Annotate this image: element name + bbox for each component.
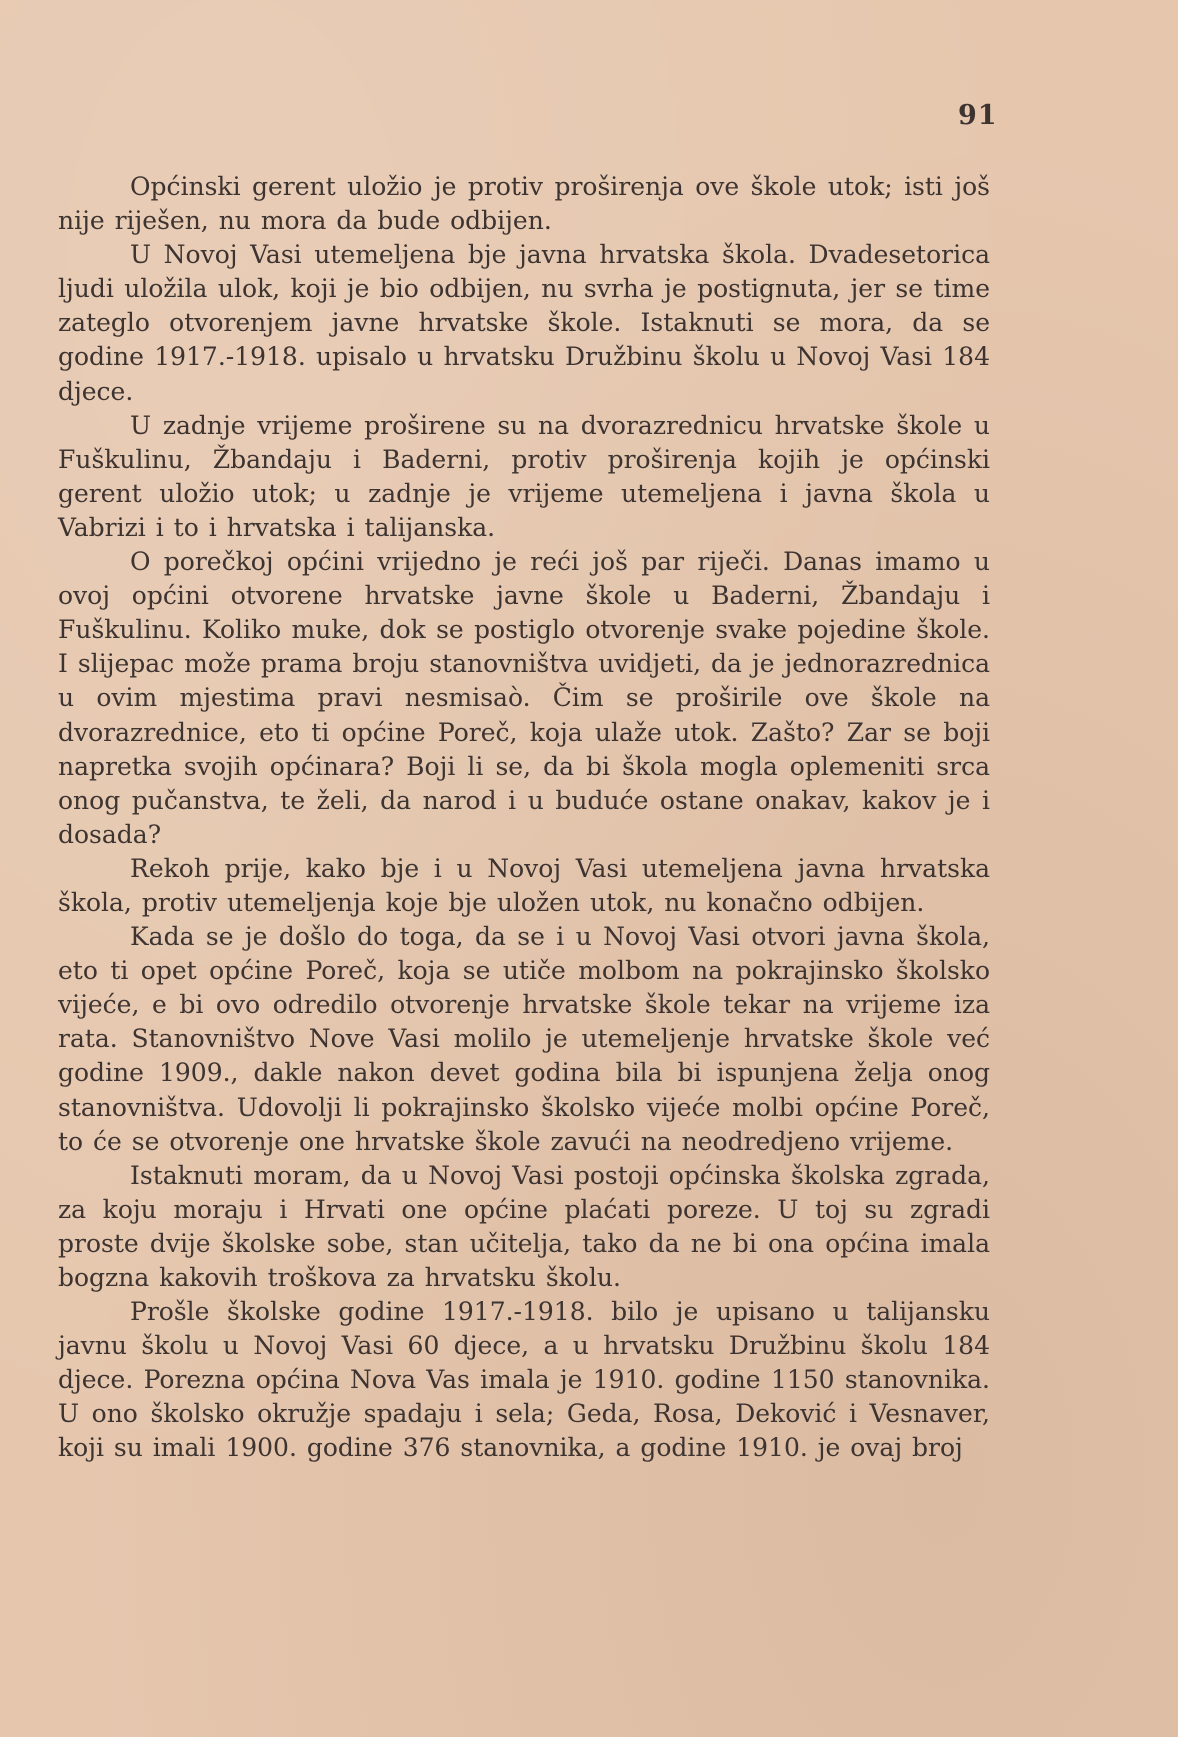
paragraph: Kada se je došlo do toga, da se i u Novoj Vasi otvori javna škola, eto ti opet općine Poreč, koja se utiče molbom na pokrajinsko školsko vijeće, e bi ovo odredilo otvorenje hrvatske škole tekar na vrijeme iza rata. Stanovništvo Nove Vasi molilo je utemeljenje hrvatske škole već godine 1909., dakle nakon devet godina bila bi ispunjena želja onog stanovništva. Udovolji li pokrajinsko školsko vijeće molbi općine Poreč, to će se otvorenje one hrvatske škole zavući na neodredjeno vrijeme. [58, 922, 990, 1156]
paragraph: Rekoh prije, kako bje i u Novoj Vasi utemeljena javna hrvatska škola, protiv utemeljenja koje bje uložen utok, nu konačno odbijen. [58, 853, 990, 917]
paragraph: Prošle školske godine 1917.-1918. bilo je upisano u talijansku javnu školu u Novoj Vasi 60 djece, a u hrvatsku Družbinu školu 184 djece. Porezna općina Nova Vas imala je 1910. godine 1150 stanovnika. U ono školsko okružje spadaju i sela; Geda, Rosa, Deković i Vesnaver, koji su imali 1900. godine 376 stanovnika, a godine 1910. je ovaj broj [58, 1297, 990, 1463]
paragraph: O porečkoj općini vrijedno je reći još par riječi. Danas imamo u ovoj općini otvorene hrvatske javne škole u Baderni, Žbandaju i Fuškulinu. Koliko muke, dok se postiglo otvorenje svake pojedine škole. I slijepac može prama broju stanovništva uvidjeti, da je jednorazrednica u ovim mjestima pravi nesmisaò. Čim se proširile ove škole na dvorazrednice, eto ti općine Poreč, koja ulaže utok. Zašto? Zar se boji napretka svojih općinara? Boji li se, da bi škola mogla oplemeniti srca onog pučanstva, te želi, da narod i u buduće ostane onakav, kakov je i dosada? [58, 547, 990, 849]
paragraph: Općinski gerent uložio je protiv proširenja ove škole utok; isti još nije riješen, nu mora da bude odbijen. [58, 172, 990, 236]
paragraph: U Novoj Vasi utemeljena bje javna hrvatska škola. Dvadesetorica ljudi uložila ulok, koji je bio odbijen, nu svrha je postignuta, jer se time zateglo otvorenjem javne hrvatske škole. Istaknuti se mora, da se godine 1917.-1918. upisalo u hrvatsku Družbinu školu u Novoj Vasi 184 djece. [58, 240, 990, 406]
page-number: 91 [958, 100, 998, 131]
body-text [58, 170, 990, 1466]
paragraph: Istaknuti moram, da u Novoj Vasi postoji općinska školska zgrada, za koju moraju i Hrvati one općine plaćati poreze. U toj su zgradi proste dvije školske sobe, stan učitelja, tako da ne bi ona općina imala bogzna kakovih troškova za hrvatsku školu. [58, 1160, 990, 1292]
paragraph: U zadnje vrijeme proširene su na dvorazrednicu hrvatske škole u Fuškulinu, Žbandaju i Baderni, protiv proširenja kojih je općinski gerent uložio utok; u zadnje je vrijeme utemeljena i javna škola u Vabrizi i to i hrvatska i talijanska. [58, 410, 990, 542]
